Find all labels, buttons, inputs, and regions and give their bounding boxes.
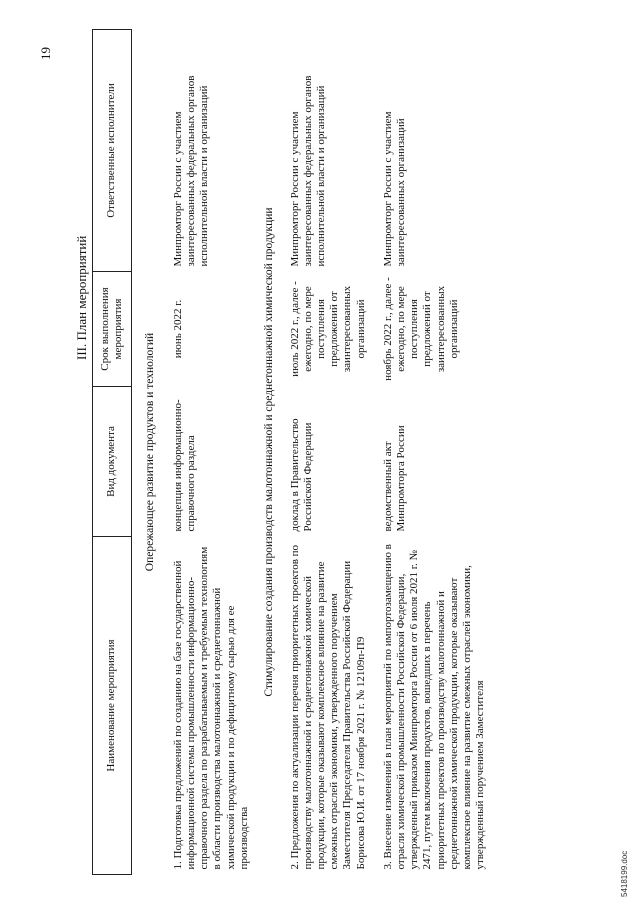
table-row (287, 30, 368, 875)
footer-code: 5418199.doc (620, 850, 629, 897)
cell-executors: Минпромторг России с участием заинтересованных организаций (381, 111, 408, 267)
cell-deadline: июнь 2022 г. (171, 299, 184, 359)
table-row (368, 30, 488, 875)
table-row (168, 30, 251, 875)
cell-deadline: ноябрь 2022 г., далее - ежегодно, по мере поступления предложений от заинтересованных организаций (381, 277, 460, 381)
cell-document: доклад в Правительство Российской Федерации (288, 418, 314, 532)
cell-name: 3. Внесение изменений в план мероприятий по импортозамещению в отрасли химической промышленности Российской Федерации, утвержденный приказом Минпромторга России от 6 июля 2021 г. № 2471, путем включения продуктов, вошедших в перечень приоритетных проектов по производству малотоннажной и среднетоннажной химической продукции, которые оказывают комплексное влияние на развитие смежных отраслей экономики, утвержденный поручением Заместителя (381, 544, 487, 870)
section-heading-row (251, 30, 287, 875)
page-number: 19 (38, 47, 53, 60)
header-executors: Ответственные исполнители (93, 30, 132, 272)
header-document: Вид документа (93, 387, 132, 537)
section-heading-2: Стимулирование создания производств малотоннажной и среднетоннажной химической продукции (262, 207, 275, 697)
header-name: Наименование мероприятия (93, 537, 132, 875)
table-header-row (93, 30, 132, 875)
cell-name: 1. Подготовка предложений по созданию на базе государственной информационной системы промышленности информационно-справочного раздела по разрабатываемым и требуемым технологиям в области производства малотоннажной и среднетоннажной химической продукции и по дефицитному сырью для ее производства (171, 546, 250, 870)
cell-name: 2. Предложения по актуализации перечня приоритетных проектов по производству малотоннажной и среднетоннажной химической продукции, которые оказывают комплексное влияние на развитие смежных отраслей экономики, утвержденного поручением Заместителя Председателя Правительства Российской Федерации Борисова Ю.И. от 17 ноября 2021 г. № 12109п-П9 (288, 544, 367, 870)
plan-table (92, 29, 487, 875)
cell-document: ведомственный акт Минпромторга России (381, 425, 408, 532)
cell-executors: Минпромторг России с участием заинтересованных федеральных органов исполнительной власти и организаций (288, 75, 328, 267)
header-deadline: Срок выполнения мероприятия (93, 272, 132, 387)
cell-document: концепция информационно-справочного раздела (171, 399, 197, 532)
cell-executors: Минпромторг России с участием заинтересованных федеральных органов исполнительной власти и организаций (171, 75, 211, 267)
section-heading-row (132, 30, 168, 875)
section-heading-1: Опережающее развитие продуктов и технологий (144, 332, 156, 572)
section-title: III. План мероприятий (74, 235, 89, 360)
cell-deadline: июль 2022 г., далее - ежегодно, по мере поступления предложений от заинтересованных организаций (288, 281, 367, 377)
